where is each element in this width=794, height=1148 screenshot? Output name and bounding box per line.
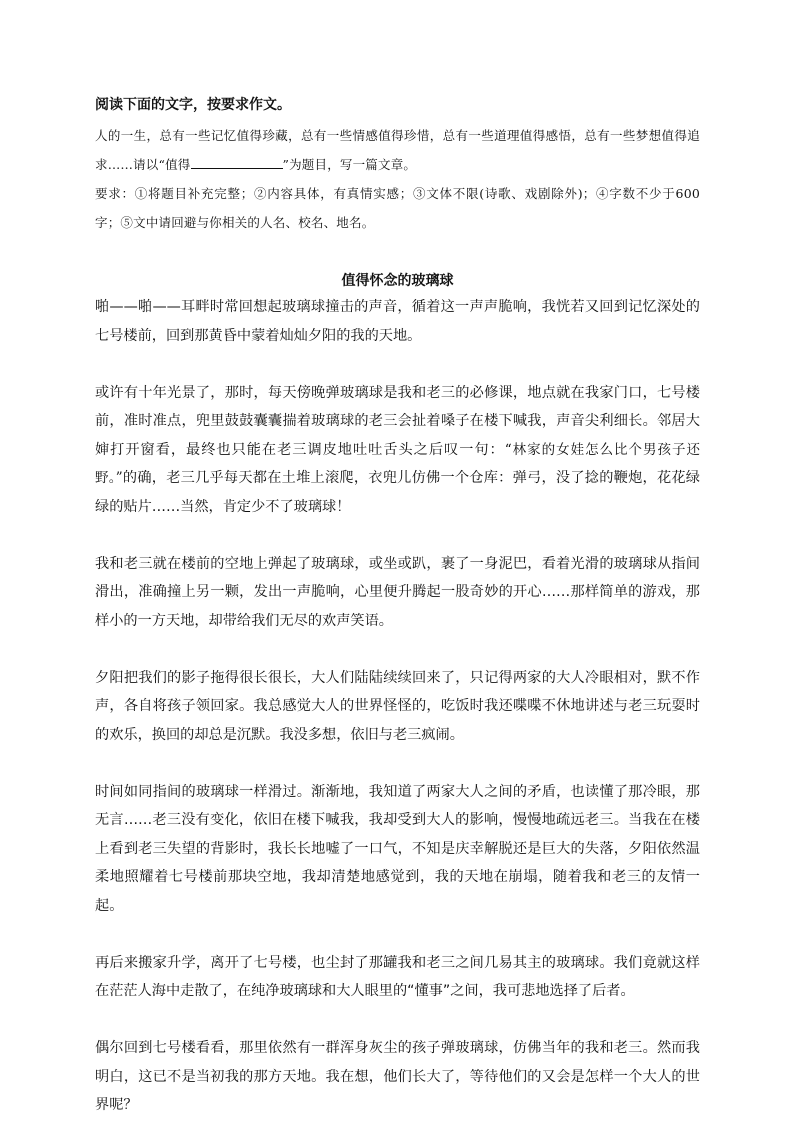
title-blank — [191, 156, 283, 169]
essay-paragraph-5: 时间如同指间的玻璃球一样滑过。渐渐地，我知道了两家大人之间的矛盾，也读懂了那冷眼，那无言……老三没有变化，依旧在楼下喊我，我却受到大人的影响，慢慢地疏远老三。当我在在楼上看到老三失望的背影时，我长长地嘘了一口气，不知是庆幸解脱还是巨大的失落，夕阳依然温柔地照耀着七号楼前那块空地，我却清楚地感觉到，我的天地在崩塌，随着我和老三的友情一起。 — [95, 783, 700, 914]
document-page — [95, 94, 700, 1148]
essay-paragraph-6: 再后来搬家升学，离开了七号楼，也尘封了那罐我和老三之间几易其主的玻璃球。我们竟就这样在茫茫人海中走散了，在纯净玻璃球和大人眼里的“懂事”之间，我可悲地选择了后者。 — [95, 954, 700, 999]
prompt-heading: 阅读下面的文字，按要求作文。 — [95, 97, 291, 113]
requirements-text: 要求：①将题目补充完整；②内容具体，有真情实感；③文体不限(诗歌、戏剧除外)；④字数不少于600字；⑤文中请回避与你相关的人名、校名、地名。 — [95, 186, 700, 230]
prompt-line: 人的一生，总有一些记忆值得珍藏，总有一些情感值得珍惜，总有一些道理值得感悟，总有一些梦想值得追求……请以“值得 — [95, 128, 700, 172]
essay-paragraph-2 — [95, 379, 700, 522]
prompt-text — [95, 121, 700, 179]
essay-paragraph-7: 偶尔回到七号楼看看，那里依然有一群浑身灰尘的孩子弹玻璃球，仿佛当年的我和老三。然而我明白，这已不是当初我的那方天地。我在想，他们长大了，等待他们的又会是怎样一个大人的世界呢？ — [95, 1040, 700, 1113]
essay-paragraph-3: 我和老三就在楼前的空地上弹起了玻璃球，或坐或趴，裹了一身泥巴，看着光滑的玻璃球从指间滑出，准确撞上另一颗，发出一声脆响，心里便升腾起一股奇妙的开心……那样简单的游戏，那样小的一方天地，却带给我们无尽的欢声笑语。 — [95, 555, 700, 629]
neighbor-quote: “林家的女娃怎么比个男孩子还野。” — [95, 441, 700, 486]
essay-paragraph-4: 夕阳把我们的影子拖得很长很长，大人们陆陆续续回来了，只记得两家的大人冷眼相对，默不作声，各自将孩子领回家。我总感觉大人的世界怪怪的，吃饭时我还喋喋不休地讲述与老三玩耍时的欢乐，换回的却总是沉默。我没多想，依旧与老三疯闹。 — [95, 669, 700, 743]
essay-paragraph-1: 啪——啪——耳畔时常回想起玻璃球撞击的声音，循着这一声声脆响，我恍若又回到记忆深处的七号楼前，回到那黄昏中蒙着灿灿夕阳的我的天地。 — [95, 299, 700, 344]
paragraph-2-start: 或许有十年光景了，那时，每天傍晚弹玻璃球是我和老三的必修课，地点就在我家门口，七号楼前，准时准点，兜里鼓鼓囊囊揣着玻璃球的老三会扯着嗓子在楼下喊我，声音尖利细长。邻居大婶打开窗看，最终也只能在老三调皮地吐吐舌头之后叹一句： — [95, 384, 700, 458]
essay-title: 值得怀念的玻璃球 — [341, 273, 454, 289]
prompt-line-end: ”为题目，写一篇文章。 — [282, 157, 417, 172]
paragraph-2-end: 的确，老三几乎每天都在土堆上滚爬，衣兜儿仿佛一个仓库：弹弓，没了捻的鞭炮，花花绿绿的贴片……当然，肯定少不了玻璃球！ — [95, 470, 700, 515]
